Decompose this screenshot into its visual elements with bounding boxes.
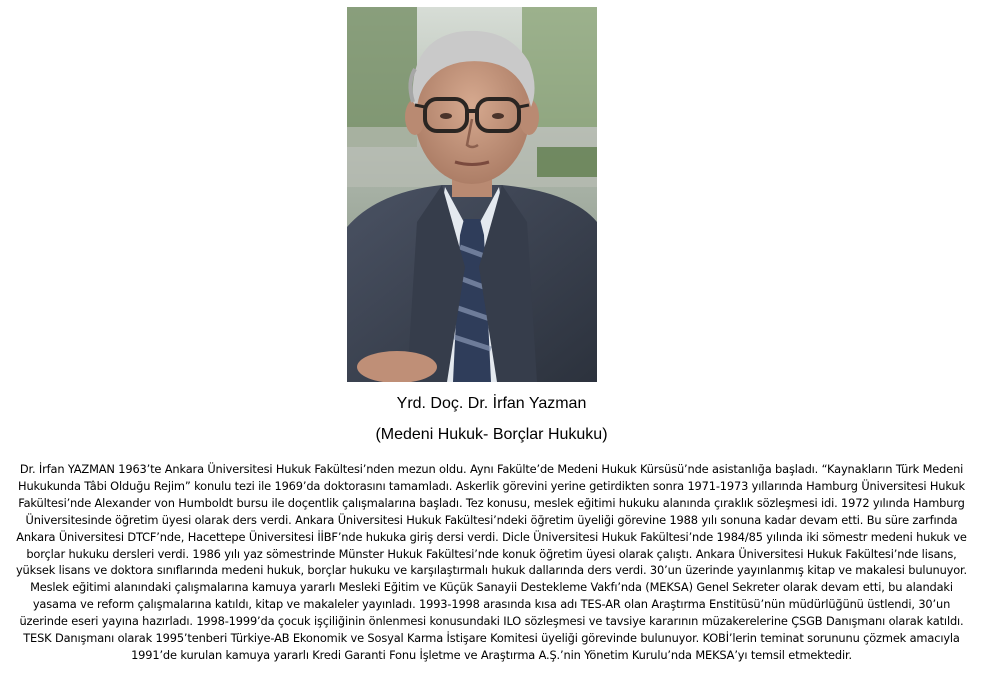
biography-paragraph-2: Meslek eğitimi alanındaki çalışmalarına kamuya yararlı Mesleki Eğitim ve Küçük Sanayii Destekleme Vakfı’nda (MEKSA) Genel Sekreter olarak devam etti, bu alandaki yasama ve reform çalışmalarına katıldı, kitap ve makaleler yayınladı. 1993-1998 arasında kısa adı TES-AR olan Araştırma Enstitüsü’nün müdürlüğünü üstlendi, 30’un üzerinde eseri yayına hazırladı. 1998-1999’da çocuk işçiliğinin önlenmesi konusundaki ILO sözleşmesi ve tavsiye kararının müzakerelerine ÇSGB Danışmanı olarak katıldı. TESK Danışmanı olarak 1995’tenberi Türkiye-AB Ekonomik ve Sosyal Karma İstişare Komitesi üyeliği görevinde bulunuyor. KOBİ’lerin teminat sorununu çözmek amacıyla 1991’de kurulan kamuya yararlı Kredi Garanti Fonu İşletme ve Araştırma A.Ş.’nin Yönetim Kurulu’nda MEKSA’yı temsil etmektedir. — [19, 580, 964, 662]
person-name: Yrd. Doç. Dr. İrfan Yazman — [396, 395, 587, 412]
portrait-photo — [347, 7, 597, 382]
biography-paragraph-1: Dr. İrfan YAZMAN 1963’te Ankara Üniversitesi Hukuk Fakültesi’nden mezun oldu. Aynı Fakülte’de Medeni Hukuk Kürsüsü’nde asistanlığa başladı. “Kaynakların Türk Medeni Hukukunda Tâbi Olduğu Rejim” konulu tezi ile 1969’da doktorasını tamamladı. Askerlik görevini yerine getirdikten sonra 1971-1973 yıllarında Hamburg Üniversitesi Hukuk Fakültesi’nde Alexander von Humboldt bursu ile doçentlik çalışmalarına başladı. Tez konusu, meslek eğitimi hukuku alanında çıraklık sözleşmesi idi. 1972 yılında Hamburg Üniversitesinde öğretim üyesi olarak ders verdi. Ankara Üniversitesi Hukuk Fakültesi’ndeki öğretim üyeliği görevine 1988 yılı sonuna kadar devam etti. Bu süre zarfında Ankara Üniversitesi DTCF’nde, Hacettepe Üniversitesi İİBF’nde hukuka giriş dersi verdi. Dicle Üniversitesi Hukuk Fakültesi’nde 1984/85 yılında iki sömestr medeni hukuk ve borçlar hukuku dersleri verdi. 1986 yılı yaz sömestrinde Münster Hukuk Fakültesi’nde konuk öğretim üyesi olarak çalıştı. Ankara Üniversitesi Hukuk Fakültesi’nde lisans, yüksek lisans ve doktora sınıflarında medeni hukuk, borçlar hukuku ve karşılaştırmalı hukuk dallarında ders verdi. 30’un üzerinde yayınlanmış kitap ve makalesi bulunuyor. — [15, 462, 968, 578]
portrait-illustration — [347, 7, 597, 382]
person-field: (Medeni Hukuk- Borçlar Hukuku) — [375, 426, 608, 443]
biography — [10, 461, 973, 664]
